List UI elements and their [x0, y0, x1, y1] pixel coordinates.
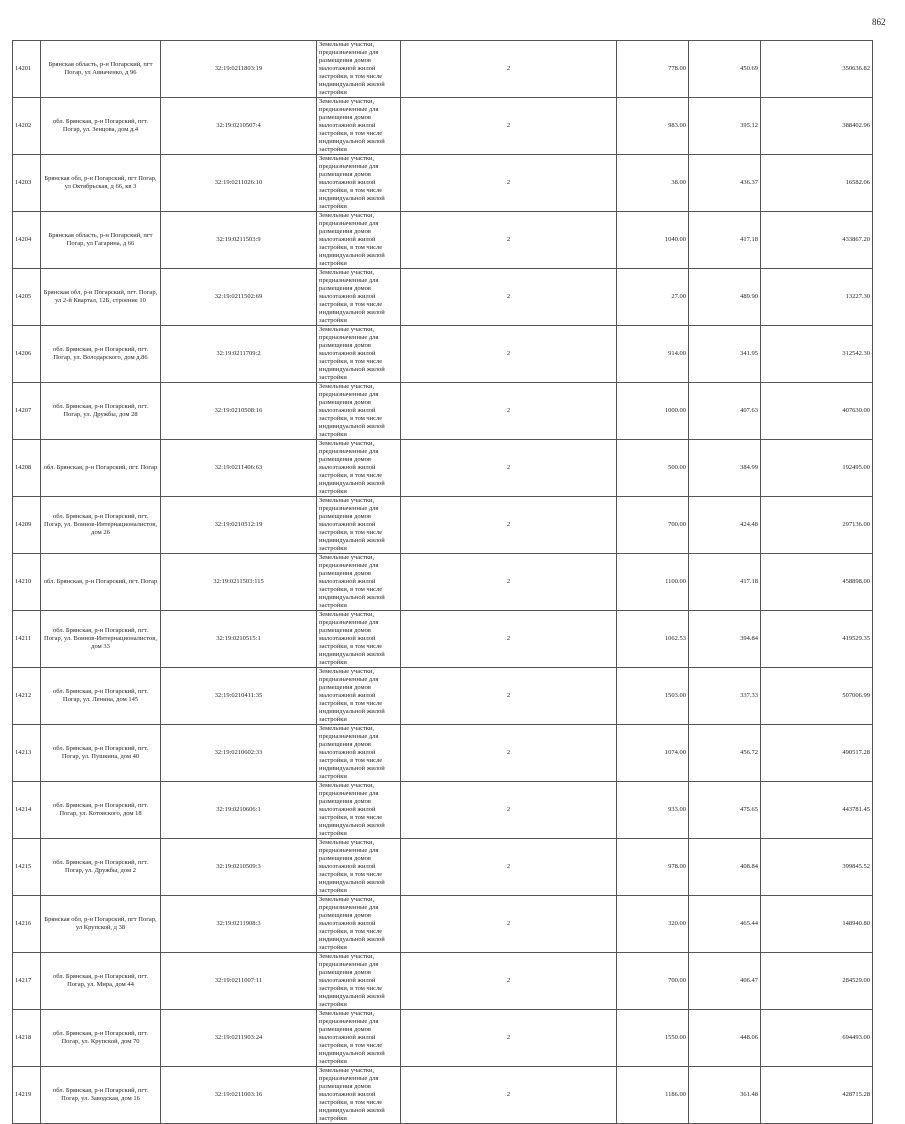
address-cell: обл. Брянская, р-н Погарский, пгт. Погар, ул. Заводская, дом 16: [41, 1067, 161, 1124]
cadastral-number-cell: 32:19:0210509:3: [161, 839, 317, 896]
row-number-cell: 14214: [13, 782, 41, 839]
row-number-cell: 14208: [13, 440, 41, 497]
cadastral-number-cell: 32:19:0210411:35: [161, 668, 317, 725]
specific-value-cell: 417.18: [689, 554, 761, 611]
specific-value-cell: 395.12: [689, 98, 761, 155]
cadastral-number-cell: 32:19:0211026:10: [161, 155, 317, 212]
row-number-cell: 14218: [13, 1010, 41, 1067]
cadastral-value-cell: 192495.00: [761, 440, 873, 497]
specific-value-cell: 436.37: [689, 155, 761, 212]
category-cell: 2: [401, 668, 617, 725]
table-row: [13, 554, 873, 611]
specific-value-cell: 384.99: [689, 440, 761, 497]
specific-value-cell: 341.95: [689, 326, 761, 383]
address-cell: обл. Брянская, р-н Погарский, пгт. Погар, ул. Зенцова, дом д.4: [41, 98, 161, 155]
cadastral-value-cell: 419529.35: [761, 611, 873, 668]
address-cell: обл. Брянская, р-н Погарский, пгт. Погар, ул. Крупской, дом 70: [41, 1010, 161, 1067]
category-cell: 2: [401, 1067, 617, 1124]
cadastral-value-cell: 16582.06: [761, 155, 873, 212]
land-use-cell: Земельные участки, предназначенные для размещения домов малоэтажной жилой застройки, в том числе индивидуальной жилой застройки: [317, 497, 401, 554]
cadastral-value-cell: 312542.30: [761, 326, 873, 383]
cadastral-value-cell: 399845.52: [761, 839, 873, 896]
row-number-cell: 14213: [13, 725, 41, 782]
cadastral-number-cell: 32:19:0211903:24: [161, 1010, 317, 1067]
cadastral-number-cell: 32:19:0211003:16: [161, 1067, 317, 1124]
land-registry-table: [12, 40, 873, 1124]
row-number-cell: 14211: [13, 611, 41, 668]
land-use-cell: Земельные участки, предназначенные для размещения домов малоэтажной жилой застройки, в том числе индивидуальной жилой застройки: [317, 611, 401, 668]
category-cell: 2: [401, 326, 617, 383]
row-number-cell: 14216: [13, 896, 41, 953]
table-row: [13, 326, 873, 383]
cadastral-number-cell: 32:19:0210508:16: [161, 383, 317, 440]
row-number-cell: 14205: [13, 269, 41, 326]
address-cell: обл. Брянская, р-н Погарский, пгт. Погар, ул. Котовского, дом 18: [41, 782, 161, 839]
land-use-cell: Земельные участки, предназначенные для размещения домов малоэтажной жилой застройки, в том числе индивидуальной жилой застройки: [317, 269, 401, 326]
specific-value-cell: 408.84: [689, 839, 761, 896]
table-row: [13, 896, 873, 953]
area-cell: 914.00: [617, 326, 689, 383]
cadastral-number-cell: 32:19:0210507:4: [161, 98, 317, 155]
cadastral-number-cell: 32:19:0210602:33: [161, 725, 317, 782]
address-cell: обл. Брянская, р-н Погарский, пгт. Погар, ул. Воинов-Интернационалистов, дом 33: [41, 611, 161, 668]
area-cell: 700.00: [617, 497, 689, 554]
cadastral-value-cell: 13227.30: [761, 269, 873, 326]
table-row: [13, 1067, 873, 1124]
cadastral-value-cell: 407630.00: [761, 383, 873, 440]
land-use-cell: Земельные участки, предназначенные для размещения домов малоэтажной жилой застройки, в том числе индивидуальной жилой застройки: [317, 782, 401, 839]
cadastral-value-cell: 148940.80: [761, 896, 873, 953]
table-row: [13, 440, 873, 497]
area-cell: 1062.53: [617, 611, 689, 668]
category-cell: 2: [401, 839, 617, 896]
land-use-cell: Земельные участки, предназначенные для размещения домов малоэтажной жилой застройки, в том числе индивидуальной жилой застройки: [317, 668, 401, 725]
page-number: 862: [872, 17, 886, 27]
cadastral-value-cell: 458898.00: [761, 554, 873, 611]
specific-value-cell: 407.63: [689, 383, 761, 440]
address-cell: обл. Брянская, р-н Погарский, пгт. Погар, ул. Пушкина, дом 40: [41, 725, 161, 782]
land-use-cell: Земельные участки, предназначенные для размещения домов малоэтажной жилой застройки, в том числе индивидуальной жилой застройки: [317, 212, 401, 269]
land-use-cell: Земельные участки, предназначенные для размещения домов малоэтажной жилой застройки, в том числе индивидуальной жилой застройки: [317, 725, 401, 782]
land-use-cell: Земельные участки, предназначенные для размещения домов малоэтажной жилой застройки, в том числе индивидуальной жилой застройки: [317, 440, 401, 497]
land-use-cell: Земельные участки, предназначенные для размещения домов малоэтажной жилой застройки, в том числе индивидуальной жилой застройки: [317, 155, 401, 212]
specific-value-cell: 394.84: [689, 611, 761, 668]
area-cell: 1040.00: [617, 212, 689, 269]
address-cell: Брянская обл, р-н Погарский, пгт Погар, ул Крупской, д 38: [41, 896, 161, 953]
cadastral-number-cell: 32:19:0211709:2: [161, 326, 317, 383]
area-cell: 983.00: [617, 98, 689, 155]
specific-value-cell: 406.47: [689, 953, 761, 1010]
category-cell: 2: [401, 953, 617, 1010]
specific-value-cell: 361.48: [689, 1067, 761, 1124]
address-cell: обл. Брянская, р-н Погарский, пгт. Погар, ул. Дружбы, дом 2: [41, 839, 161, 896]
category-cell: 2: [401, 1010, 617, 1067]
land-use-cell: Земельные участки, предназначенные для размещения домов малоэтажной жилой застройки, в том числе индивидуальной жилой застройки: [317, 554, 401, 611]
category-cell: 2: [401, 554, 617, 611]
specific-value-cell: 424.48: [689, 497, 761, 554]
land-use-cell: Земельные участки, предназначенные для размещения домов малоэтажной жилой застройки, в том числе индивидуальной жилой застройки: [317, 41, 401, 98]
table-row: [13, 383, 873, 440]
address-cell: Брянская обл, р-н Погарский, пгт. Погар, ул 2-й Квартал, 12Б, строение 10: [41, 269, 161, 326]
row-number-cell: 14204: [13, 212, 41, 269]
cadastral-number-cell: 32:19:0211803:19: [161, 41, 317, 98]
category-cell: 2: [401, 611, 617, 668]
address-cell: обл. Брянская, р-н Погарский, пгт. Погар, ул. Воинов-Интернационалистов, дом 26: [41, 497, 161, 554]
specific-value-cell: 337.33: [689, 668, 761, 725]
cadastral-value-cell: 388402.96: [761, 98, 873, 155]
land-use-cell: Земельные участки, предназначенные для размещения домов малоэтажной жилой застройки, в том числе индивидуальной жилой застройки: [317, 98, 401, 155]
area-cell: 1550.00: [617, 1010, 689, 1067]
row-number-cell: 14206: [13, 326, 41, 383]
cadastral-value-cell: 490517.28: [761, 725, 873, 782]
category-cell: 2: [401, 440, 617, 497]
table-row: [13, 98, 873, 155]
land-use-cell: Земельные участки, предназначенные для размещения домов малоэтажной жилой застройки, в том числе индивидуальной жилой застройки: [317, 1010, 401, 1067]
cadastral-value-cell: 433867.20: [761, 212, 873, 269]
specific-value-cell: 489.90: [689, 269, 761, 326]
land-use-cell: Земельные участки, предназначенные для размещения домов малоэтажной жилой застройки, в том числе индивидуальной жилой застройки: [317, 896, 401, 953]
cadastral-number-cell: 32:19:0211908:3: [161, 896, 317, 953]
table-row: [13, 725, 873, 782]
address-cell: Брянская область, р-н Погарский, пгт Погар, ул Гагарина, д 66: [41, 212, 161, 269]
row-number-cell: 14212: [13, 668, 41, 725]
address-cell: обл. Брянская, р-н Погарский, пгт. Погар: [41, 554, 161, 611]
category-cell: 2: [401, 497, 617, 554]
cadastral-number-cell: 32:19:0210512:19: [161, 497, 317, 554]
row-number-cell: 14210: [13, 554, 41, 611]
land-use-cell: Земельные участки, предназначенные для размещения домов малоэтажной жилой застройки, в том числе индивидуальной жилой застройки: [317, 953, 401, 1010]
category-cell: 2: [401, 383, 617, 440]
cadastral-number-cell: 32:19:0211007:11: [161, 953, 317, 1010]
row-number-cell: 14202: [13, 98, 41, 155]
specific-value-cell: 448.06: [689, 1010, 761, 1067]
table-row: [13, 212, 873, 269]
area-cell: 1503.00: [617, 668, 689, 725]
cadastral-number-cell: 32:19:0211502:69: [161, 269, 317, 326]
row-number-cell: 14207: [13, 383, 41, 440]
table-row: [13, 155, 873, 212]
area-cell: 978.00: [617, 839, 689, 896]
table-body: [13, 41, 873, 1124]
row-number-cell: 14203: [13, 155, 41, 212]
cadastral-value-cell: 428715.28: [761, 1067, 873, 1124]
table-row: [13, 41, 873, 98]
category-cell: 2: [401, 896, 617, 953]
cadastral-value-cell: 284529.00: [761, 953, 873, 1010]
cadastral-number-cell: 32:19:0210606:1: [161, 782, 317, 839]
row-number-cell: 14219: [13, 1067, 41, 1124]
area-cell: 1000.00: [617, 383, 689, 440]
table-row: [13, 611, 873, 668]
area-cell: 1186.00: [617, 1067, 689, 1124]
land-use-cell: Земельные участки, предназначенные для размещения домов малоэтажной жилой застройки, в том числе индивидуальной жилой застройки: [317, 1067, 401, 1124]
specific-value-cell: 450.69: [689, 41, 761, 98]
land-use-cell: Земельные участки, предназначенные для размещения домов малоэтажной жилой застройки, в том числе индивидуальной жилой застройки: [317, 383, 401, 440]
area-cell: 38.00: [617, 155, 689, 212]
land-use-cell: Земельные участки, предназначенные для размещения домов малоэтажной жилой застройки, в том числе индивидуальной жилой застройки: [317, 839, 401, 896]
area-cell: 933.00: [617, 782, 689, 839]
table-row: [13, 782, 873, 839]
row-number-cell: 14201: [13, 41, 41, 98]
area-cell: 700.00: [617, 953, 689, 1010]
category-cell: 2: [401, 41, 617, 98]
category-cell: 2: [401, 725, 617, 782]
row-number-cell: 14209: [13, 497, 41, 554]
cadastral-value-cell: 350636.82: [761, 41, 873, 98]
specific-value-cell: 475.65: [689, 782, 761, 839]
cadastral-value-cell: 694493.00: [761, 1010, 873, 1067]
category-cell: 2: [401, 782, 617, 839]
area-cell: 27.00: [617, 269, 689, 326]
cadastral-value-cell: 507006.99: [761, 668, 873, 725]
row-number-cell: 14217: [13, 953, 41, 1010]
address-cell: обл. Брянская, р-н Погарский, пгт. Погар: [41, 440, 161, 497]
address-cell: обл. Брянская, р-н Погарский, пгт. Погар, ул. Мира, дом 44: [41, 953, 161, 1010]
cadastral-number-cell: 32:19:0211503:115: [161, 554, 317, 611]
cadastral-number-cell: 32:19:0211503:9: [161, 212, 317, 269]
category-cell: 2: [401, 98, 617, 155]
cadastral-value-cell: 297136.00: [761, 497, 873, 554]
address-cell: обл. Брянская, р-н Погарский, пгт. Погар, ул. Володарского, дом д.86: [41, 326, 161, 383]
area-cell: 1074.00: [617, 725, 689, 782]
table-row: [13, 1010, 873, 1067]
table-row: [13, 269, 873, 326]
address-cell: обл. Брянская, р-н Погарский, пгт. Погар, ул. Дружбы, дом 28: [41, 383, 161, 440]
address-cell: Брянская область, р-н Погарский, пгт Погар, ул Авиаченко, д 96: [41, 41, 161, 98]
specific-value-cell: 417.18: [689, 212, 761, 269]
cadastral-value-cell: 443781.45: [761, 782, 873, 839]
row-number-cell: 14215: [13, 839, 41, 896]
category-cell: 2: [401, 269, 617, 326]
table-row: [13, 839, 873, 896]
address-cell: обл. Брянская, р-н Погарский, пгт. Погар, ул. Ленина, дом 145: [41, 668, 161, 725]
table-row: [13, 953, 873, 1010]
area-cell: 778.00: [617, 41, 689, 98]
area-cell: 1100.00: [617, 554, 689, 611]
specific-value-cell: 465.44: [689, 896, 761, 953]
cadastral-number-cell: 32:19:0211406:63: [161, 440, 317, 497]
table-row: [13, 668, 873, 725]
area-cell: 320.00: [617, 896, 689, 953]
land-use-cell: Земельные участки, предназначенные для размещения домов малоэтажной жилой застройки, в том числе индивидуальной жилой застройки: [317, 326, 401, 383]
category-cell: 2: [401, 155, 617, 212]
area-cell: 500.00: [617, 440, 689, 497]
table-row: [13, 497, 873, 554]
specific-value-cell: 456.72: [689, 725, 761, 782]
cadastral-number-cell: 32:19:0210515:1: [161, 611, 317, 668]
category-cell: 2: [401, 212, 617, 269]
address-cell: Брянская обл, р-н Погарский, пгт Погар, ул Октябрьская, д 66, кв 3: [41, 155, 161, 212]
